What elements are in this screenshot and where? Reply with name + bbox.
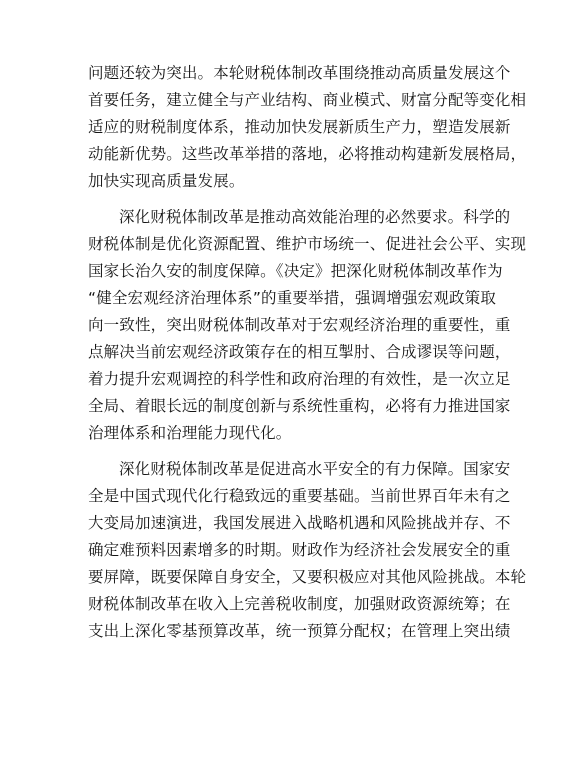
paragraph-line: 深化财税体制改革是推动高效能治理的必然要求。科学的 <box>119 208 511 226</box>
paragraph-line: 向一致性，突出财税体制改革对于宏观经济治理的重要性，重 <box>88 316 511 334</box>
paragraph-line: 适应的财税制度体系，推动加快发展新质生产力，塑造发展新 <box>88 118 511 136</box>
paragraph-spacer <box>88 447 496 456</box>
paragraph-line: 问题还较为突出。本轮财税体制改革围绕推动高质量发展这个 <box>88 64 511 82</box>
paragraph-line: 财税体制改革在收入上完善税收制度，加强财政资源统筹；在 <box>88 595 511 613</box>
paragraph-line: 治理体系和治理能力现代化。 <box>88 424 292 442</box>
paragraph-line: 深化财税体制改革是促进高水平安全的有力保障。国家安 <box>119 460 511 478</box>
paragraph-line: 大变局加速演进，我国发展进入战略机遇和风险挑战并存、不 <box>88 514 511 532</box>
paragraph-line: 加快实现高质量发展。 <box>88 172 245 190</box>
paragraph-line: 全是中国式现代化行稳致远的重要基础。当前世界百年未有之 <box>88 487 511 505</box>
paragraph-line: 着力提升宏观调控的科学性和政府治理的有效性，是一次立足 <box>88 370 511 388</box>
paragraph-line: 全局、着眼长远的制度创新与系统性重构，必将有力推进国家 <box>88 397 511 415</box>
paragraph-line: 点解决当前宏观经济政策存在的相互掣肘、合成谬误等问题， <box>88 343 511 361</box>
paragraph-line: 首要任务，建立健全与产业结构、商业模式、财富分配等变化相 <box>88 91 527 109</box>
paragraph-line: 支出上深化零基预算改革，统一预算分配权；在管理上突出绩 <box>88 622 511 640</box>
paragraph-spacer <box>88 195 496 204</box>
paragraph-line: 财税体制是优化资源配置、维护市场统一、促进社会公平、实现 <box>88 235 527 253</box>
document-body <box>88 60 527 645</box>
paragraph-line: “健全宏观经济治理体系”的重要举措，强调增强宏观政策取 <box>88 289 496 307</box>
paragraph-line: 要屏障，既要保障自身安全，又要积极应对其他风险挑战。本轮 <box>88 568 527 586</box>
paragraph-line: 国家长治久安的制度保障。《决定》把深化财税体制改革作为 <box>88 262 503 280</box>
paragraph-1 <box>88 60 527 195</box>
paragraph-line: 确定难预料因素增多的时期。财政作为经济社会发展安全的重 <box>88 541 511 559</box>
paragraph-3 <box>88 456 527 645</box>
paragraph-line: 动能新优势。这些改革举措的落地，必将推动构建新发展格局， <box>88 145 527 163</box>
paragraph-2 <box>88 204 527 447</box>
